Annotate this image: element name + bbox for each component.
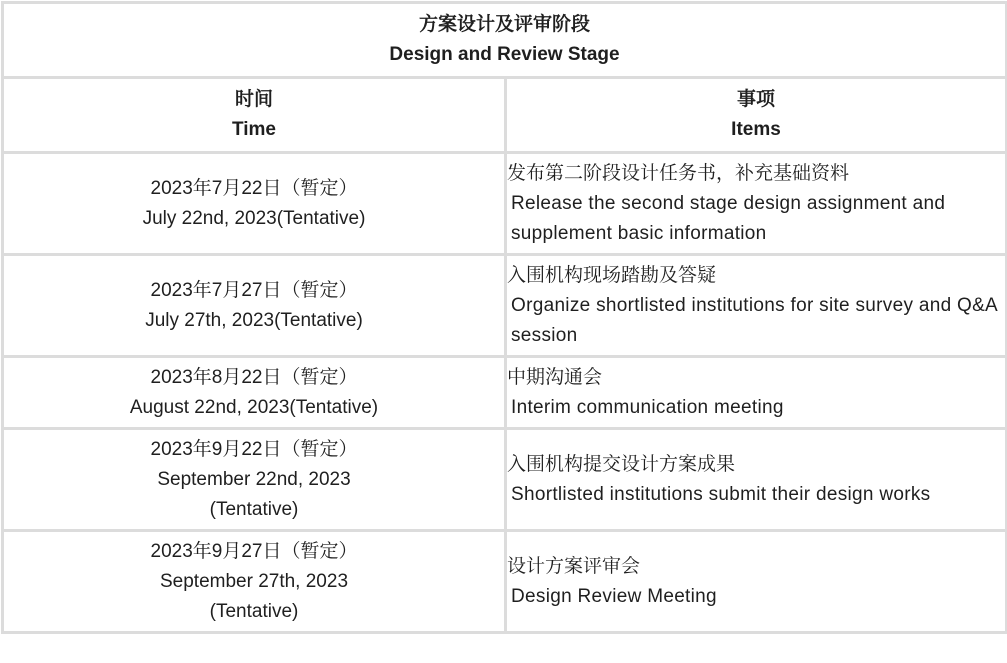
item-cell bbox=[506, 255, 1007, 357]
column-header-items bbox=[506, 78, 1007, 153]
header-time-en: Time bbox=[231, 119, 276, 140]
time-zh: 2023年7月27日（暂定） bbox=[150, 279, 358, 301]
table-row bbox=[3, 531, 1007, 633]
time-zh: 2023年9月22日（暂定） bbox=[150, 438, 358, 460]
table-row bbox=[3, 429, 1007, 531]
title-en: Design and Review Stage bbox=[389, 44, 620, 65]
time-en: July 22nd, 2023(Tentative) bbox=[142, 207, 366, 229]
time-en: September 22nd, 2023 bbox=[157, 468, 351, 490]
item-en: Organize shortlisted institutions for site survey and Q&A session bbox=[511, 294, 997, 346]
time-en: August 22nd, 2023(Tentative) bbox=[129, 396, 379, 418]
header-time-zh: 时间 bbox=[234, 89, 273, 110]
item-zh: 发布第二阶段设计任务书，补充基础资料 bbox=[507, 162, 850, 184]
item-cell bbox=[506, 531, 1007, 633]
time-note: (Tentative) bbox=[209, 600, 299, 622]
item-zh: 设计方案评审会 bbox=[507, 555, 641, 577]
table-row bbox=[3, 357, 1007, 429]
item-zh: 入围机构提交设计方案成果 bbox=[507, 453, 736, 475]
item-en: Release the second stage design assignment and supplement basic information bbox=[511, 192, 946, 244]
title-row bbox=[3, 3, 1007, 78]
time-cell bbox=[3, 531, 506, 633]
item-cell bbox=[506, 429, 1007, 531]
item-en: Design Review Meeting bbox=[511, 585, 717, 607]
schedule-table bbox=[1, 1, 1007, 634]
time-zh: 2023年7月22日（暂定） bbox=[150, 177, 358, 199]
item-cell bbox=[506, 357, 1007, 429]
header-row bbox=[3, 78, 1007, 153]
item-en: Shortlisted institutions submit their design works bbox=[511, 483, 931, 505]
item-cell bbox=[506, 153, 1007, 255]
table-title bbox=[3, 3, 1007, 78]
column-header-time bbox=[3, 78, 506, 153]
table-row bbox=[3, 153, 1007, 255]
time-cell bbox=[3, 153, 506, 255]
time-zh: 2023年9月27日（暂定） bbox=[150, 540, 358, 562]
table-row bbox=[3, 255, 1007, 357]
title-zh: 方案设计及评审阶段 bbox=[418, 14, 590, 35]
time-zh: 2023年8月22日（暂定） bbox=[150, 366, 358, 388]
item-zh: 中期沟通会 bbox=[507, 366, 603, 388]
header-items-zh: 事项 bbox=[736, 89, 775, 110]
time-en: September 27th, 2023 bbox=[159, 570, 349, 592]
time-cell bbox=[3, 255, 506, 357]
time-cell bbox=[3, 357, 506, 429]
time-cell bbox=[3, 429, 506, 531]
item-en: Interim communication meeting bbox=[511, 396, 784, 418]
time-note: (Tentative) bbox=[209, 498, 299, 520]
header-items-en: Items bbox=[731, 119, 781, 140]
time-en: July 27th, 2023(Tentative) bbox=[145, 309, 363, 331]
item-zh: 入围机构现场踏勘及答疑 bbox=[507, 264, 717, 286]
